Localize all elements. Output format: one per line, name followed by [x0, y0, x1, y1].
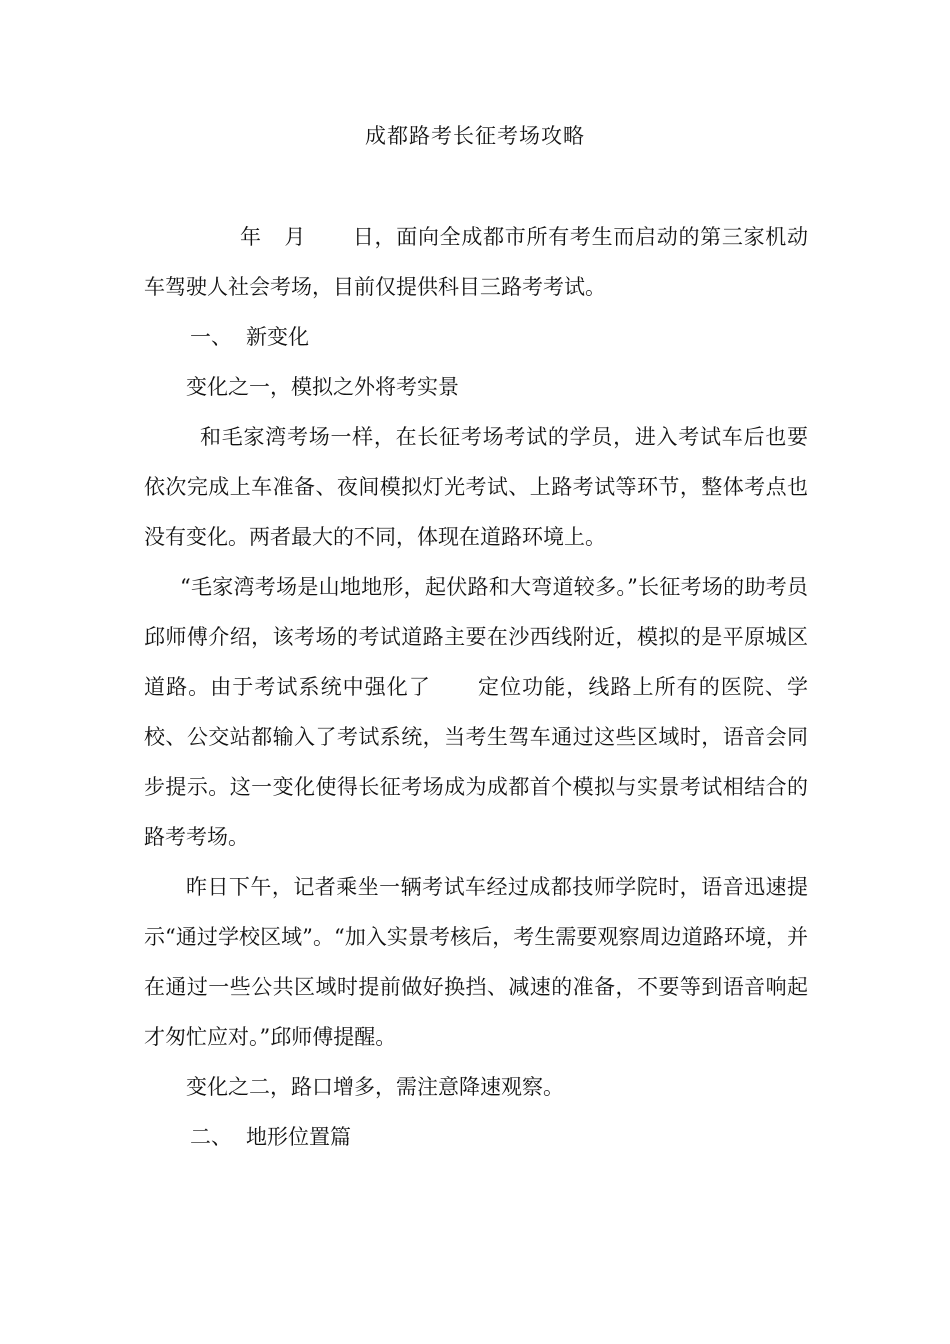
section-1-number: 一、 — [190, 325, 232, 349]
document-body — [144, 212, 808, 1162]
paragraph-2-part-a: “毛家湾考场是山地地形，起伏路和大弯道较多。”长征考场的助考员邱师傅介绍，该考场的考试道路主要在沙西线附近，模拟的是平原城区道路。由于考试系统中强化了 — [144, 575, 808, 699]
paragraph-2-part-b: 定位功能，线路上所有的医院、学校、公交站都输入了考试系统，当考生驾车通过这些区域时，语音会同步提示。这一变化使得长征考场成为成都首个模拟与实景考试相结合的路考考场。 — [144, 675, 809, 849]
year-label: 年 — [240, 225, 262, 249]
section-2-number: 二、 — [190, 1125, 232, 1149]
intro-text: 日，面向全成都市所有考生而启动的第三家机动车驾驶人社会考场，目前仅提供科目三路考考试。 — [144, 225, 809, 299]
page-title: 成都路考长征考场攻略 — [365, 124, 585, 148]
intro-paragraph — [144, 212, 808, 312]
change-1-heading: 变化之一，模拟之外将考实景 — [186, 375, 459, 399]
section-heading-1 — [144, 312, 808, 362]
section-heading-2 — [144, 1112, 808, 1162]
section-2-label: 地形位置篇 — [246, 1125, 351, 1149]
paragraph-3: 昨日下午，记者乘坐一辆考试车经过成都技师学院时，语音迅速提示“通过学校区域”。“加入实景考核后，考生需要观察周边道路环境，并在通过一些公共区域时提前做好换挡、减速的准备，不要等到语音响起才匆忙应对。”邱师傅提醒。 — [144, 875, 808, 1049]
paragraph-2 — [144, 562, 808, 862]
paragraph-1: 和毛家湾考场一样，在长征考场考试的学员，进入考试车后也要依次完成上车准备、夜间模拟灯光考试、上路考试等环节，整体考点也没有变化。两者最大的不同，体现在道路环境上。 — [144, 425, 808, 549]
change-2-heading: 变化之二，路口增多，需注意降速观察。 — [186, 1075, 564, 1099]
section-1-label: 新变化 — [246, 325, 309, 349]
month-label: 月 — [283, 225, 307, 249]
